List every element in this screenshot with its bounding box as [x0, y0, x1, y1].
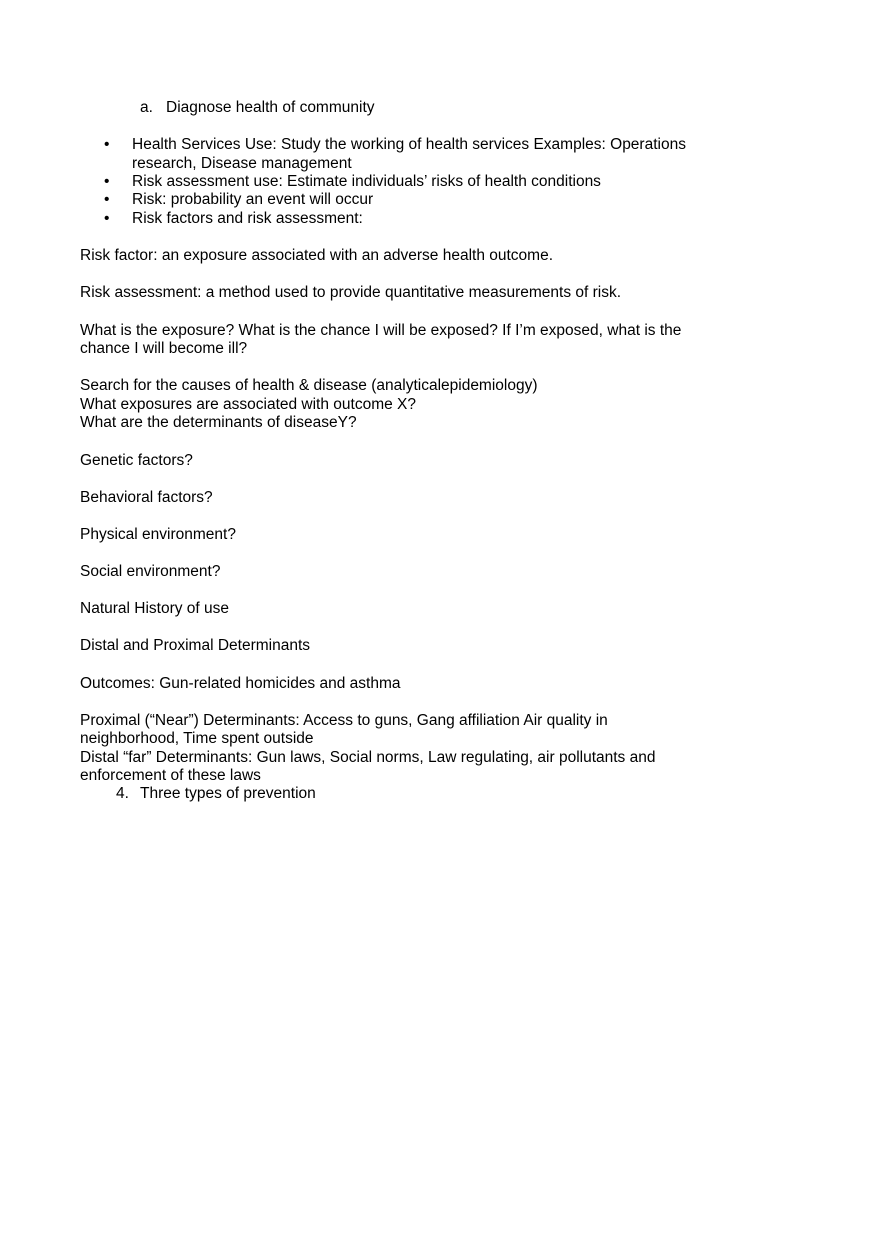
bullet-item-text: Risk factors and risk assessment:	[132, 210, 363, 227]
paragraph-risk-factor: Risk factor: an exposure associated with an adverse health outcome.	[80, 247, 554, 264]
bullet-item-text: Health Services Use: Study the working of health services Examples: Operations	[132, 136, 686, 153]
numbered-item-marker: 4.	[116, 785, 129, 802]
paragraph-distal: Distal “far” Determinants: Gun laws, Social norms, Law regulating, air pollutants and	[80, 749, 656, 766]
bullet-item-text: Risk assessment use: Estimate individuals’ risks of health conditions	[132, 173, 601, 190]
paragraph-search-causes: What exposures are associated with outcome X?	[80, 396, 417, 413]
bullet-icon: •	[104, 136, 110, 153]
paragraph-proximal: neighborhood, Time spent outside	[80, 730, 314, 747]
bullet-icon: •	[104, 210, 110, 227]
paragraph-natural-history: Natural History of use	[80, 600, 230, 617]
paragraph-search-causes: What are the determinants of diseaseY?	[80, 414, 357, 431]
paragraph-search-causes: Search for the causes of health & disease (analyticalepidemiology)	[80, 377, 538, 394]
bullet-icon: •	[104, 191, 110, 208]
paragraph-distal: enforcement of these laws	[80, 767, 261, 784]
paragraph-social: Social environment?	[80, 563, 221, 580]
paragraph-exposure-questions: What is the exposure? What is the chance I will be exposed? If I’m exposed, what is the	[80, 322, 682, 339]
paragraph-exposure-questions: chance I will become ill?	[80, 340, 248, 357]
paragraph-proximal: Proximal (“Near”) Determinants: Access to guns, Gang affiliation Air quality in	[80, 712, 608, 729]
bullet-icon: •	[104, 173, 110, 190]
numbered-item-text: Three types of prevention	[140, 785, 316, 802]
paragraph-genetic: Genetic factors?	[80, 452, 193, 469]
sublist-item-text: Diagnose health of community	[166, 99, 375, 116]
bullet-item-text: research, Disease management	[132, 155, 352, 172]
sublist-marker: a.	[140, 99, 153, 116]
paragraph-distal-proximal: Distal and Proximal Determinants	[80, 637, 311, 654]
paragraph-outcomes: Outcomes: Gun-related homicides and asthma	[80, 675, 401, 692]
paragraph-risk-assessment: Risk assessment: a method used to provide quantitative measurements of risk.	[80, 284, 622, 301]
paragraph-physical: Physical environment?	[80, 526, 236, 543]
bullet-item-text: Risk: probability an event will occur	[132, 191, 374, 208]
paragraph-behavioral: Behavioral factors?	[80, 489, 213, 506]
